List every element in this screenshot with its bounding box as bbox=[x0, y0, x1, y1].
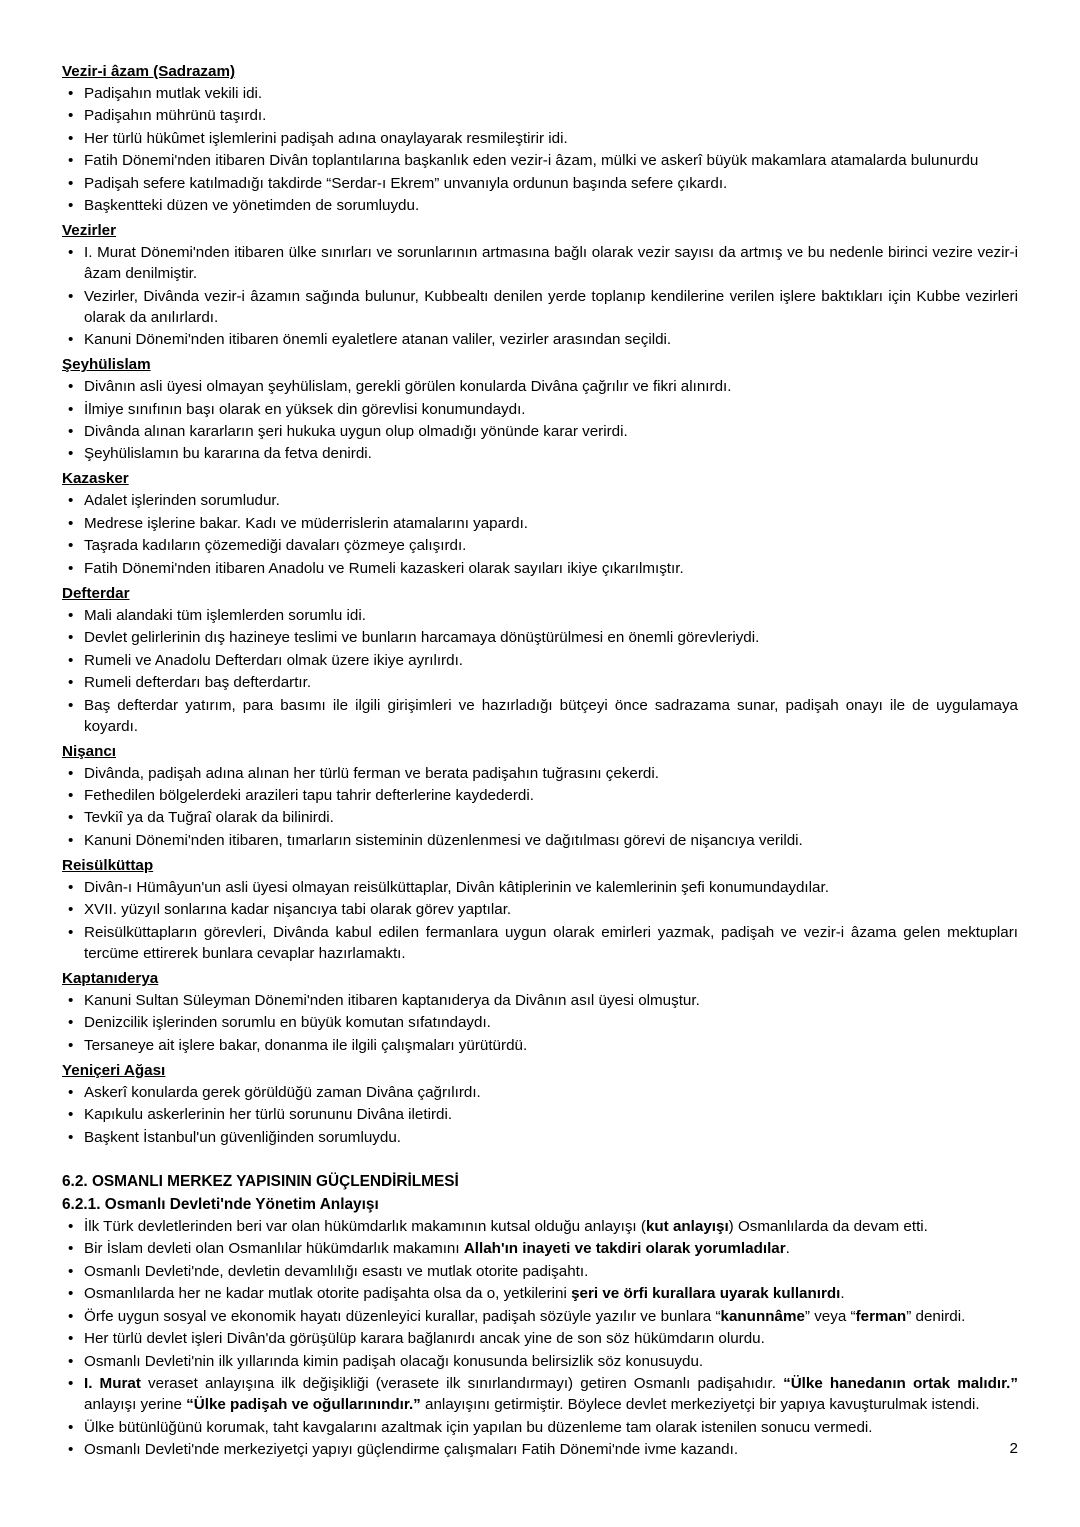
list-item: • Divân-ı Hümâyun'un asli üyesi olmayan reisülküttaplar, Divân kâtiplerinin ve kalemlerinin şefi konumundaydılar. bbox=[62, 878, 1018, 899]
list-item: • Başkent İstanbul'un güvenliğinden sorumluydu. bbox=[62, 1128, 1018, 1149]
list-item: • Vezirler, Divânda vezir-i âzamın sağında bulunur, Kubbealtı denilen yerde toplanıp kendilerine verilen işlere baktıkları için Kubbe vezirleri olarak da anılırlardı. bbox=[62, 287, 1018, 329]
bullet-list-kaptaniderya bbox=[62, 991, 1018, 1057]
chapter-heading: 6.2. OSMANLI MERKEZ YAPISININ GÜÇLENDİRİLMESİ bbox=[62, 1172, 459, 1190]
bullet-list-yenicer-agasi bbox=[62, 1083, 1018, 1149]
list-item: • Reisülküttapların görevleri, Divânda kabul edilen fermanlara uygun olarak emirleri yazmak, padişah ve vezir-i âzama gelen mektupları tercüme ettirerek bunlara cevaplar hazırlamaktı. bbox=[62, 923, 1018, 965]
list-item: • Mali alandaki tüm işlemlerden sorumlu idi. bbox=[62, 606, 1018, 627]
list-item: • Padişah sefere katılmadığı takdirde “Serdar-ı Ekrem” unvanıyla ordunun başında sefere çıkardı. bbox=[62, 174, 1018, 195]
list-item: • Şeyhülislamın bu kararına da fetva denirdi. bbox=[62, 444, 1018, 465]
bullet-list-nisanci bbox=[62, 764, 1018, 852]
list-item: • Divânda, padişah adına alınan her türlü ferman ve berata padişahın tuğrasını çekerdi. bbox=[62, 764, 1018, 785]
list-item: • Kanuni Sultan Süleyman Dönemi'nden itibaren kaptanıderya da Divânın asıl üyesi olmuştur. bbox=[62, 991, 1018, 1012]
section-heading-kazasker: Kazasker bbox=[62, 470, 129, 488]
bullet-list-reisulkuttap bbox=[62, 878, 1018, 965]
list-item: • I. Murat veraset anlayışına ilk değişikliği (verasete ilk sınırlandırmayı) getiren Osmanlı padişahıdır. “Ülke hanedanın ortak malıdır.” anlayışı yerine “Ülke padişah ve oğullarınındır.” anlayışını getirmiştir. Böylece devlet merkeziyetçi bir yapıya kavuşturulmak istendi. bbox=[62, 1374, 1018, 1416]
list-item: • Tersaneye ait işlere bakar, donanma ile ilgili çalışmaları yürütürdü. bbox=[62, 1036, 1018, 1057]
bullet-list-vezir-i-azam bbox=[62, 84, 1018, 217]
section-heading-reisulkuttap: Reisülküttap bbox=[62, 856, 154, 874]
document-body bbox=[62, 62, 1018, 1461]
list-item: • Padişahın mutlak vekili idi. bbox=[62, 84, 1018, 105]
list-item: • Fatih Dönemi'nden itibaren Anadolu ve Rumeli kazaskeri olarak sayıları ikiye çıkarılmıştır. bbox=[62, 559, 1018, 580]
section-heading-seyhulislam: Şeyhülislam bbox=[62, 356, 151, 374]
list-item: • Tevkiî ya da Tuğraî olarak da bilinirdi. bbox=[62, 808, 1018, 829]
list-item: • İlk Türk devletlerinden beri var olan hükümdarlık makamının kutsal olduğu anlayışı (kut anlayışı) Osmanlılarda da devam etti. bbox=[62, 1217, 1018, 1238]
bullet-list-vezirler bbox=[62, 243, 1018, 351]
bullet-list-defterdar bbox=[62, 606, 1018, 738]
list-item: • Padişahın mührünü taşırdı. bbox=[62, 106, 1018, 127]
section-heading-vezirler: Vezirler bbox=[62, 222, 117, 240]
list-item: • Osmanlı Devleti'nin ilk yıllarında kimin padişah olacağı konusunda belirsizlik söz konusuydu. bbox=[62, 1352, 1018, 1373]
list-item: • Fethedilen bölgelerdeki arazileri tapu tahrir defterlerine kaydederdi. bbox=[62, 786, 1018, 807]
list-item: • Başkentteki düzen ve yönetimden de sorumluydu. bbox=[62, 196, 1018, 217]
section-heading-nisanci: Nişancı bbox=[62, 742, 117, 760]
list-item: • Fatih Dönemi'nden itibaren Divân toplantılarına başkanlık eden vezir-i âzam, mülki ve askerî büyük makamlara atamalarda bulunurdu bbox=[62, 151, 1018, 172]
section-heading-vezir-i-azam: Vezir-i âzam (Sadrazam) bbox=[62, 63, 236, 80]
list-item: • Denizcilik işlerinden sorumlu en büyük komutan sıfatındaydı. bbox=[62, 1013, 1018, 1034]
list-item: • Baş defterdar yatırım, para basımı ile ilgili girişimleri ve hazırladığı bütçeyi önce sadrazama sunar, padişah onayı ile de uygulamaya koyardı. bbox=[62, 696, 1018, 738]
list-item: • Her türlü hükûmet işlemlerini padişah adına onaylayarak resmileştirir idi. bbox=[62, 129, 1018, 150]
list-item: • Kanuni Dönemi'nden itibaren önemli eyaletlere atanan valiler, vezirler arasından seçildi. bbox=[62, 330, 1018, 351]
list-item: • Medrese işlerine bakar. Kadı ve müderrislerin atamalarını yapardı. bbox=[62, 514, 1018, 535]
bullet-list-seyhulislam bbox=[62, 377, 1018, 465]
list-item: • Rumeli ve Anadolu Defterdarı olmak üzere ikiye ayrılırdı. bbox=[62, 651, 1018, 672]
list-item: • Taşrada kadıların çözemediği davaları çözmeye çalışırdı. bbox=[62, 536, 1018, 557]
section-heading-yenicer-agasi: Yeniçeri Ağası bbox=[62, 1061, 166, 1079]
section-heading-kaptaniderya: Kaptanıderya bbox=[62, 969, 159, 987]
section-heading-defterdar: Defterdar bbox=[62, 584, 130, 602]
list-item: • I. Murat Dönemi'nden itibaren ülke sınırları ve sorunlarının artmasına bağlı olarak vezir sayısı da artmış ve bu nedenle birinci vezire vezir-i âzam denilmiştir. bbox=[62, 243, 1018, 285]
list-item: • Adalet işlerinden sorumludur. bbox=[62, 491, 1018, 512]
page-number: 2 bbox=[1009, 1440, 1018, 1457]
list-item: • Osmanlılarda her ne kadar mutlak otorite padişahta olsa da o, yetkilerini şeri ve örfi kurallara uyarak kullanırdı. bbox=[62, 1284, 1018, 1305]
list-item: • Rumeli defterdarı baş defterdartır. bbox=[62, 673, 1018, 694]
subsection-heading: 6.2.1. Osmanlı Devleti'nde Yönetim Anlayışı bbox=[62, 1195, 379, 1213]
list-item: • Örfe uygun sosyal ve ekonomik hayatı düzenleyici kurallar, padişah sözüyle yazılır ve bunlara “kanunnâme” veya “ferman” denirdi. bbox=[62, 1307, 1018, 1328]
list-item: • Devlet gelirlerinin dış hazineye teslimi ve bunların harcamaya dönüştürülmesi en önemli görevleriydi. bbox=[62, 628, 1018, 649]
list-item: • XVII. yüzyıl sonlarına kadar nişancıya tabi olarak görev yaptılar. bbox=[62, 900, 1018, 921]
list-item: • Kapıkulu askerlerinin her türlü sorununu Divâna iletirdi. bbox=[62, 1105, 1018, 1126]
list-item: • Divânda alınan kararların şeri hukuka uygun olup olmadığı yönünde karar verirdi. bbox=[62, 422, 1018, 443]
list-item: • Ülke bütünlüğünü korumak, taht kavgalarını azaltmak için yapılan bu düzenleme tam olarak istenilen sonucu vermedi. bbox=[62, 1418, 1018, 1439]
list-item: • Bir İslam devleti olan Osmanlılar hükümdarlık makamını Allah'ın inayeti ve takdiri olarak yorumladılar. bbox=[62, 1239, 1018, 1260]
list-item: • Osmanlı Devleti'nde, devletin devamlılığı esastı ve mutlak otorite padişahtı. bbox=[62, 1262, 1018, 1283]
list-item: • Divânın asli üyesi olmayan şeyhülislam, gerekli görülen konularda Divâna çağrılır ve fikri alınırdı. bbox=[62, 377, 1018, 398]
list-item: • Askerî konularda gerek görüldüğü zaman Divâna çağrılırdı. bbox=[62, 1083, 1018, 1104]
list-item: • Kanuni Dönemi'nden itibaren, tımarların sisteminin düzenlenmesi ve dağıtılması görevi de nişancıya verildi. bbox=[62, 831, 1018, 852]
bullet-list-yonetim-anlayisi bbox=[62, 1217, 1018, 1461]
bullet-list-kazasker bbox=[62, 491, 1018, 579]
list-item: • Her türlü devlet işleri Divân'da görüşülüp karara bağlanırdı ancak yine de son söz hükümdarın olurdu. bbox=[62, 1329, 1018, 1350]
list-item: • İlmiye sınıfının başı olarak en yüksek din görevlisi konumundaydı. bbox=[62, 400, 1018, 421]
list-item: • Osmanlı Devleti'nde merkeziyetçi yapıyı güçlendirme çalışmaları Fatih Dönemi'nde ivme kazandı. bbox=[62, 1440, 1018, 1461]
